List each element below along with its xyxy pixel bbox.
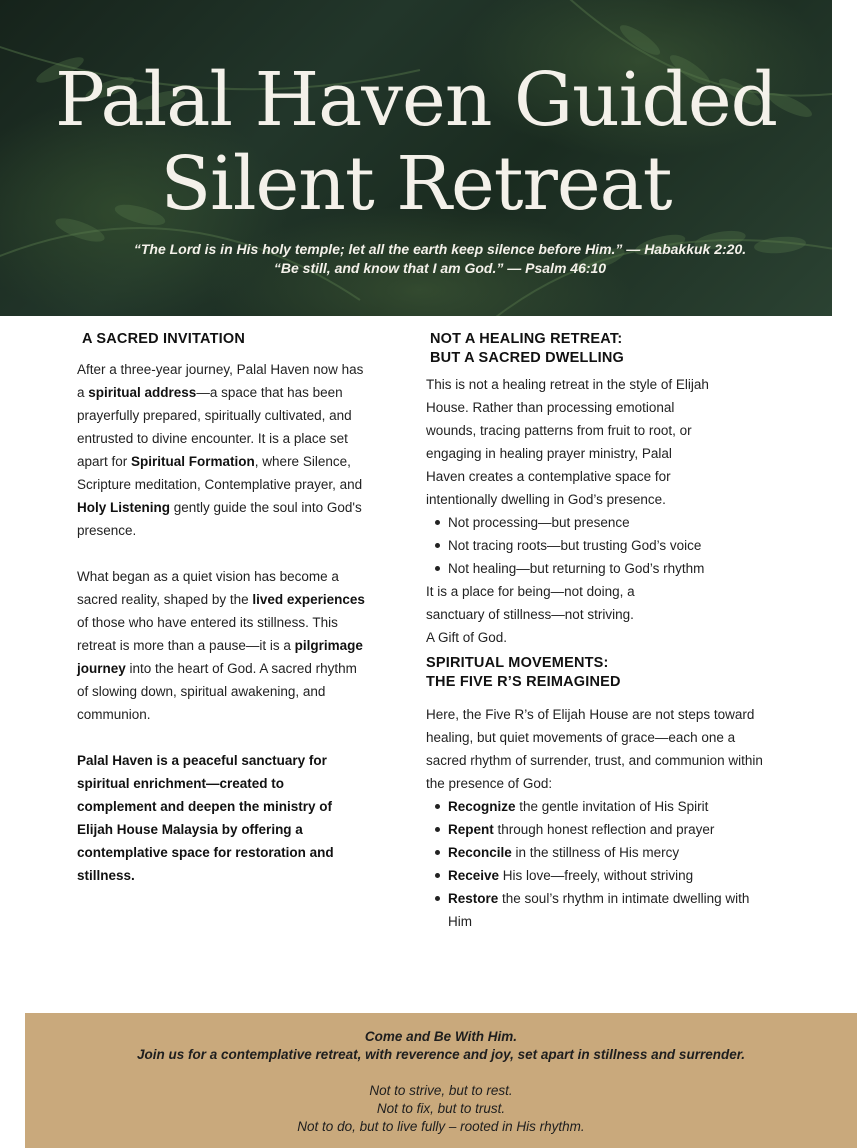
- text-run: What began as a quiet vision has become a sacred reality, shaped by the: [77, 569, 339, 607]
- emphasis-holy-listening: Holy Listening: [77, 500, 171, 515]
- title-line-2: Silent Retreat: [160, 141, 672, 227]
- emphasis-lived-experiences: lived experiences: [252, 592, 365, 607]
- section-heading-five-rs: [426, 654, 776, 692]
- movement-name: Restore: [448, 891, 499, 906]
- hero-banner: [0, 0, 832, 316]
- movement-name: Repent: [448, 822, 494, 837]
- footer-line-rest: Not to strive, but to rest.: [369, 1083, 513, 1098]
- list-item-restore: [426, 887, 771, 933]
- paragraph-quiet-vision: [77, 565, 367, 726]
- footer-invitation: Join us for a contemplative retreat, with reverence and joy, set apart in stillness and surrender.: [137, 1047, 745, 1062]
- emphasis-pilgrimage-journey: pilgrimage journey: [77, 638, 363, 676]
- text-run: of those who have entered its stillness. This retreat is more than a pause—it is a: [77, 615, 338, 653]
- heading-line: BUT A SACRED DWELLING: [430, 350, 625, 366]
- invitation-footer: [25, 1013, 857, 1148]
- right-column: [426, 330, 776, 933]
- footer-call: Come and Be With Him.: [364, 1029, 518, 1044]
- text-run: —a space that has been prayerfully prepared, spiritually cultivated, and entrusted to divine encounter. It is a place set apart for: [77, 385, 352, 469]
- section-heading-invitation: A SACRED INVITATION: [82, 331, 246, 347]
- text-run: After a three-year journey, Palal Haven now has a: [77, 362, 364, 400]
- paragraph-spiritual-address: [77, 358, 367, 542]
- five-rs-list: [426, 795, 771, 933]
- movement-text: in the stillness of His mercy: [511, 845, 680, 860]
- emphasis-spiritual-formation: Spiritual Formation: [131, 454, 255, 469]
- paragraph-five-rs-intro: Here, the Five R’s of Elijah House are not steps toward healing, but quiet movements of grace—each one a sacred rhythm of surrender, trust, and communion within the presence of God:: [426, 707, 763, 791]
- heading-line: NOT A HEALING RETREAT:: [430, 331, 623, 347]
- list-item-recognize: [426, 795, 771, 818]
- list-item: Not healing—but returning to God’s rhythm: [426, 557, 711, 580]
- page-title: [0, 58, 832, 226]
- heading-line: THE FIVE R’S REIMAGINED: [426, 674, 621, 690]
- quote-psalm: “Be still, and know that I am God.” — Psalm 46:10: [273, 260, 607, 276]
- list-item-receive: [426, 864, 771, 887]
- movement-name: Recognize: [448, 799, 516, 814]
- list-item: Not processing—but presence: [426, 511, 711, 534]
- movement-text: the soul’s rhythm in intimate dwelling with Him: [448, 891, 750, 929]
- paragraph-not-healing-retreat: This is not a healing retreat in the style of Elijah House. Rather than processing emotional wounds, tracing patterns from fruit to root, or engaging in healing prayer ministry, Palal Haven creates a contemplative space for intentionally dwelling in God’s presence.: [426, 377, 709, 507]
- left-column: [77, 330, 367, 887]
- paragraph-sanctuary-statement: Palal Haven is a peaceful sanctuary for spiritual enrichment—created to complement and deepen the ministry of Elijah House Malaysia by offering a contemplative space for restoration and stillness.: [77, 753, 334, 883]
- paragraph-place-for-being: It is a place for being—not doing, a sanctuary of stillness—not striving.: [426, 584, 635, 622]
- paragraph-gift-of-god: A Gift of God.: [426, 630, 508, 645]
- movement-name: Receive: [448, 868, 500, 883]
- quote-habakkuk: “The Lord is in His holy temple; let all the earth keep silence before Him.” — Habakkuk 2:20.: [133, 241, 747, 257]
- movement-text: His love—freely, without striving: [499, 868, 694, 883]
- list-item-reconcile: [426, 841, 771, 864]
- list-item: Not tracing roots—but trusting God’s voice: [426, 534, 711, 557]
- text-run: into the heart of God. A sacred rhythm of slowing down, spiritual awakening, and communion.: [77, 661, 357, 722]
- contrast-list: [426, 511, 711, 580]
- footer-line-rhythm: Not to do, but to live fully – rooted in His rhythm.: [297, 1119, 585, 1134]
- text-run: , where Silence, Scripture meditation, Contemplative prayer, and: [77, 454, 363, 492]
- movement-text: through honest reflection and prayer: [493, 822, 715, 837]
- text-run: gently guide the soul into God's presence.: [77, 500, 362, 538]
- footer-line-trust: Not to fix, but to trust.: [376, 1101, 506, 1116]
- heading-line: SPIRITUAL MOVEMENTS:: [426, 655, 609, 671]
- section-heading-sacred-dwelling: [426, 330, 776, 368]
- movement-text: the gentle invitation of His Spirit: [515, 799, 709, 814]
- list-item-repent: [426, 818, 771, 841]
- title-line-1: Palal Haven Guided: [55, 57, 777, 143]
- scripture-quotes: [0, 240, 832, 278]
- emphasis-spiritual-address: spiritual address: [88, 385, 197, 400]
- movement-name: Reconcile: [448, 845, 512, 860]
